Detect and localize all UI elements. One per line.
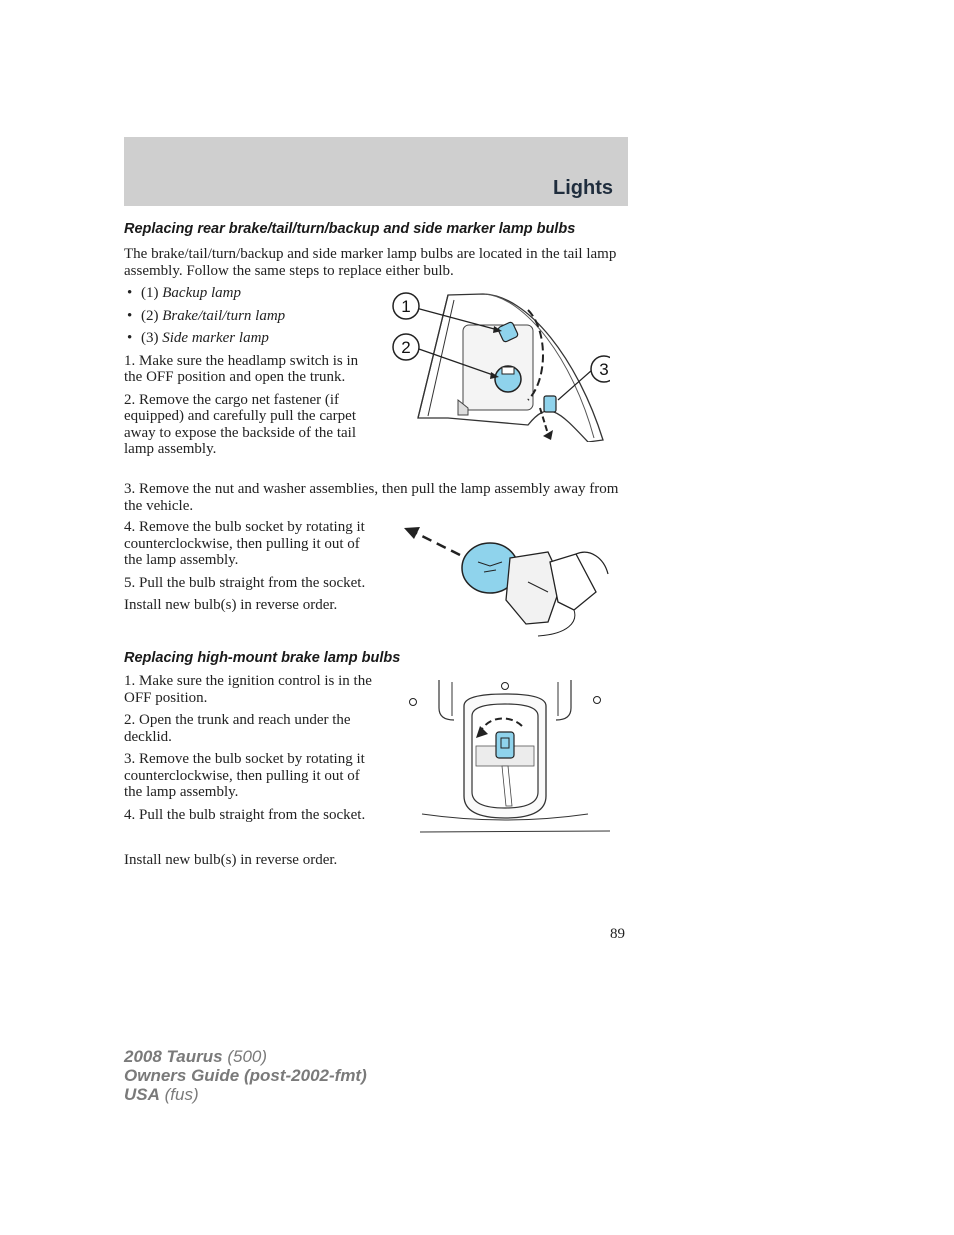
footer-line-2: Owners Guide (post-2002-fmt): [124, 1066, 367, 1085]
bulb-socket-illustration: [398, 522, 614, 640]
lamp-name: Brake/tail/turn lamp: [162, 307, 286, 324]
list-item: • (3) Side marker lamp: [127, 330, 269, 346]
step-5: 5. Pull the bulb straight from the socket.: [124, 574, 366, 591]
page-number: 89: [610, 926, 625, 942]
high-mount-lamp-illustration: [404, 676, 616, 838]
step-2: 2. Open the trunk and reach under the decklid.: [124, 712, 351, 745]
list-item: • (1) Backup lamp: [127, 285, 241, 301]
step-4: 4. Remove the bulb socket by rotating it counterclockwise, then pulling it out of the lamp assembly.: [124, 519, 365, 568]
callout-label: 3: [599, 360, 609, 379]
step-3: 3. Remove the bulb socket by rotating it counterclockwise, then pulling it out of the lamp assembly.: [124, 751, 365, 800]
list-item: • (2) Brake/tail/turn lamp: [127, 307, 286, 324]
section1-lower-left-column: [124, 519, 376, 620]
callout-label: 2: [401, 338, 411, 357]
step-4: 4. Pull the bulb straight from the socket.: [124, 806, 366, 823]
install-note: Install new bulb(s) in reverse order.: [124, 597, 338, 613]
install-note: Install new bulb(s) in reverse order.: [124, 852, 338, 868]
lamp-name: Side marker lamp: [162, 330, 269, 346]
brake-bulb-socket-icon: [496, 732, 514, 758]
section-header-band: [124, 137, 628, 206]
footer-line-1: 2008 Taurus (500): [124, 1047, 268, 1066]
step-1: 1. Make sure the headlamp switch is in the OFF position and open the trunk.: [124, 352, 359, 385]
pull-arrow-icon: [404, 527, 420, 539]
step-3: 3. Remove the nut and washer assemblies, then pull the lamp assembly away from the vehicle.: [124, 481, 619, 514]
section1-heading: Replacing rear brake/tail/turn/backup and side marker lamp bulbs: [124, 221, 576, 237]
document-footer: [124, 1047, 367, 1104]
section1-intro: The brake/tail/turn/backup and side marker lamp bulbs are located in the tail lamp assembly. Follow the same steps to replace either bulb.: [124, 246, 617, 279]
footer-line-3: USA (fus): [124, 1085, 199, 1104]
lamp-name: Backup lamp: [162, 285, 241, 301]
callout-label: 1: [401, 297, 411, 316]
section-title: Lights: [553, 177, 613, 199]
tail-lamp-illustration: [388, 290, 610, 442]
lamp-list: [124, 285, 376, 347]
section2-left-column: [124, 673, 376, 829]
section2-heading: Replacing high-mount brake lamp bulbs: [124, 650, 401, 666]
step-2: 2. Remove the cargo net fastener (if equipped) and carefully pull the carpet away to expose the backside of the tail lamp assembly.: [124, 391, 357, 457]
section1-left-column: [124, 285, 376, 464]
side-marker-bulb-icon: [544, 396, 556, 412]
step-1: 1. Make sure the ignition control is in the OFF position.: [124, 673, 372, 706]
